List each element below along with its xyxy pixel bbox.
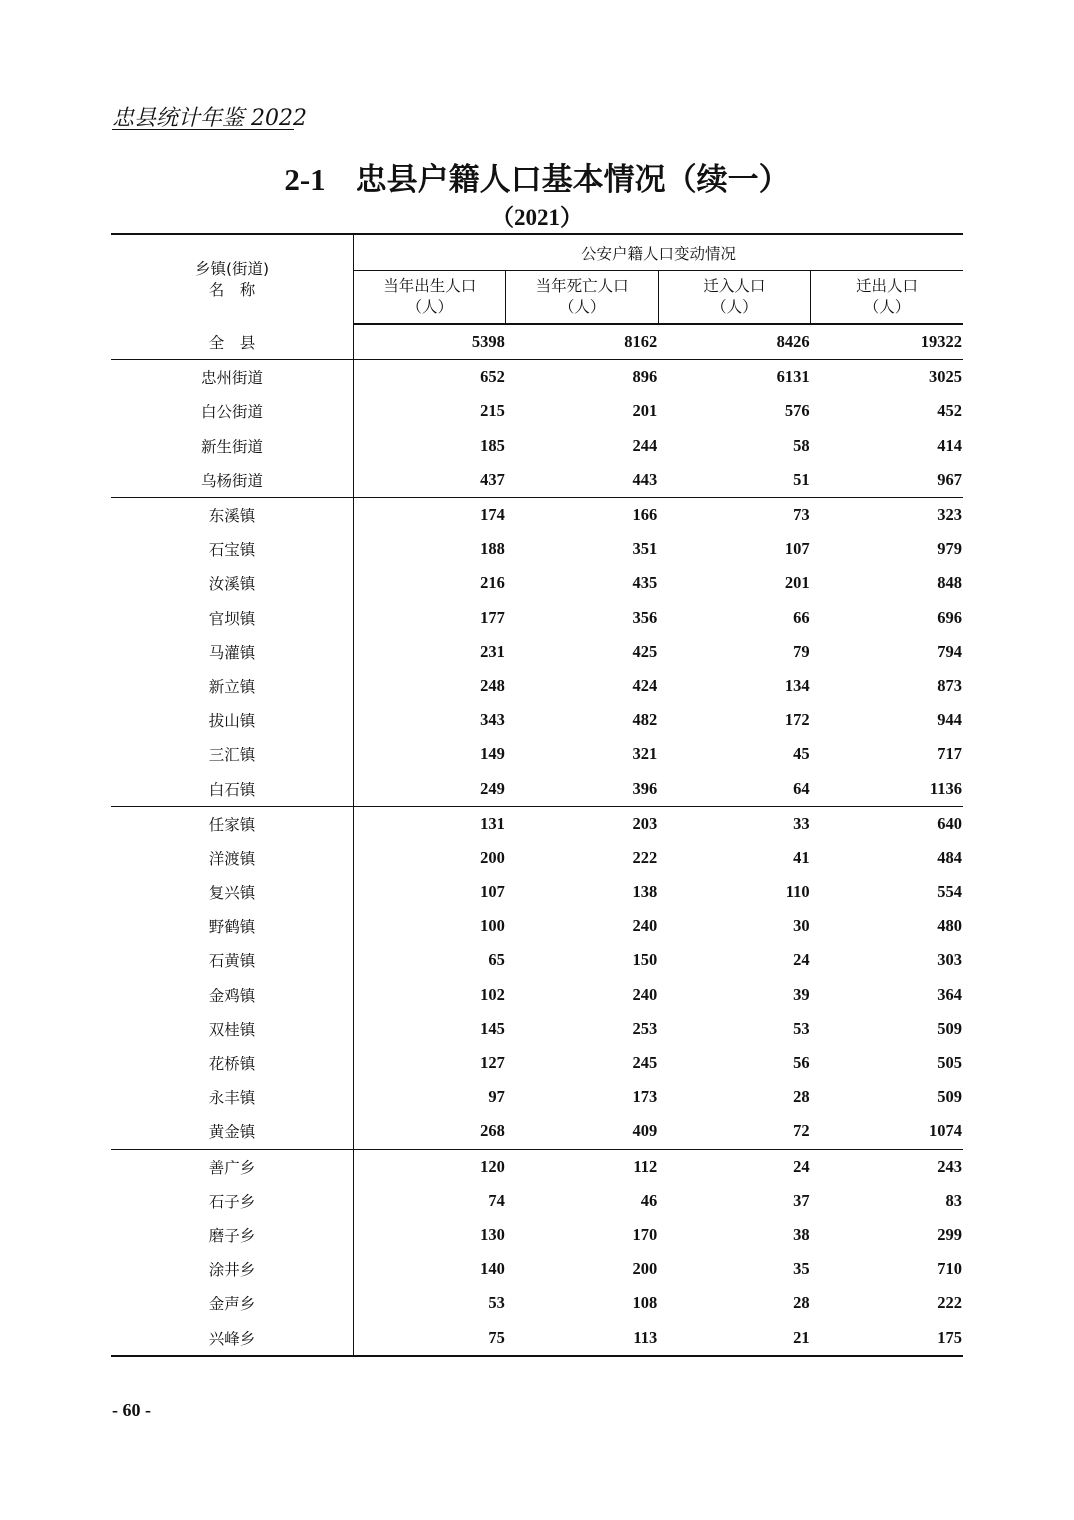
table-row: [111, 978, 963, 1012]
value-cell: 201: [784, 573, 810, 593]
value-cell: 53: [793, 1018, 810, 1038]
value-cell: 509: [937, 1018, 962, 1038]
row-name-cell: 东溪镇: [111, 497, 354, 532]
group-column-header: 公安户籍人口变动情况: [354, 234, 963, 271]
value-cell: 240: [632, 916, 658, 936]
column-header-label: 迁出人口: [856, 277, 919, 295]
value-cell: 149: [480, 744, 505, 764]
value-cell: 452: [937, 401, 962, 421]
row-name-cell: 黄金镇: [111, 1114, 354, 1149]
table-row: [111, 1252, 963, 1286]
table-row: [111, 1218, 963, 1252]
value-cell: 64: [793, 778, 810, 798]
value-cell: 72: [793, 1121, 810, 1141]
value-cell: 107: [784, 539, 810, 559]
value-cell: 35: [793, 1259, 810, 1279]
value-cell: 138: [632, 882, 658, 902]
row-name-cell: 金声乡: [111, 1286, 354, 1320]
value-cell: 177: [480, 607, 505, 627]
table-row: [111, 463, 963, 498]
row-name-cell: 官坝镇: [111, 601, 354, 635]
value-cell: 53: [488, 1293, 505, 1313]
column-header-births: [354, 271, 506, 325]
value-cell: 717: [937, 744, 962, 764]
value-cell: 1136: [929, 778, 962, 798]
value-cell: 127: [480, 1053, 505, 1073]
value-cell: 185: [480, 435, 505, 455]
row-name-cell: 忠州街道: [111, 360, 354, 395]
table-row: [111, 429, 963, 463]
value-cell: 640: [811, 806, 963, 841]
value-cell: 979: [937, 539, 962, 559]
table-row: [111, 1320, 963, 1355]
value-cell: 8426: [658, 324, 810, 360]
table-row: [111, 703, 963, 737]
column-header-unit: （人）: [711, 298, 758, 316]
value-cell: 174: [354, 497, 506, 532]
value-cell: 24: [793, 950, 810, 970]
value-cell: 873: [937, 675, 962, 695]
value-cell: 200: [632, 1259, 658, 1279]
value-cell: 112: [506, 1149, 658, 1184]
value-cell: 140: [480, 1259, 505, 1279]
table-row: [111, 737, 963, 771]
value-cell: 425: [632, 641, 658, 661]
value-cell: 110: [785, 882, 810, 902]
row-name-cell: 永丰镇: [111, 1080, 354, 1114]
value-cell: 364: [937, 984, 962, 1004]
value-cell: 102: [480, 984, 505, 1004]
table-row: [111, 943, 963, 977]
value-cell: 710: [937, 1259, 962, 1279]
name-header-line2: 名 称: [208, 280, 256, 299]
value-cell: 240: [632, 984, 658, 1004]
value-cell: 175: [811, 1320, 963, 1355]
value-cell: 351: [632, 539, 658, 559]
value-cell: 896: [506, 360, 658, 395]
table-row: [111, 1184, 963, 1218]
table-row: [111, 1080, 963, 1114]
value-cell: 967: [937, 469, 962, 489]
column-header-unit: （人）: [558, 298, 606, 316]
value-cell: 253: [632, 1018, 658, 1038]
value-cell: 409: [632, 1121, 658, 1141]
table-row: [111, 635, 963, 669]
row-name-cell: 复兴镇: [111, 875, 354, 909]
value-cell: 113: [506, 1320, 658, 1355]
value-cell: 172: [784, 710, 810, 730]
row-name-cell: 花桥镇: [111, 1046, 354, 1080]
value-cell: 33: [658, 806, 810, 841]
row-name-cell: 石黄镇: [111, 943, 354, 977]
value-cell: 134: [784, 675, 810, 695]
value-cell: 231: [480, 641, 505, 661]
value-cell: 244: [632, 435, 658, 455]
column-header-label: 当年死亡人口: [535, 277, 629, 295]
column-header-unit: （人）: [863, 298, 911, 316]
value-cell: 848: [937, 573, 962, 593]
value-cell: 100: [480, 916, 505, 936]
table-row: [111, 1012, 963, 1046]
value-cell: 356: [632, 607, 658, 627]
table-row: [111, 532, 963, 566]
value-cell: 243: [811, 1149, 963, 1184]
value-cell: 41: [793, 847, 810, 867]
value-cell: 576: [784, 401, 810, 421]
table-title-text: 忠县户籍人口基本情况（续一）: [355, 162, 790, 198]
value-cell: 6131: [658, 360, 810, 395]
value-cell: 166: [506, 497, 658, 532]
row-name-cell: 磨子乡: [111, 1218, 354, 1252]
value-cell: 45: [793, 744, 810, 764]
value-cell: 58: [793, 435, 810, 455]
value-cell: 249: [480, 778, 505, 798]
row-name-cell: 全 县: [111, 324, 354, 360]
value-cell: 24: [658, 1149, 810, 1184]
value-cell: 480: [937, 916, 962, 936]
value-cell: 414: [937, 435, 962, 455]
column-header-unit: （人）: [406, 298, 453, 316]
value-cell: 652: [354, 360, 506, 395]
value-cell: 484: [937, 847, 962, 867]
value-cell: 37: [793, 1190, 810, 1210]
value-cell: 203: [506, 806, 658, 841]
value-cell: 3025: [811, 360, 963, 395]
table-row: [111, 771, 963, 806]
row-name-cell: 白公街道: [111, 394, 354, 428]
value-cell: 73: [658, 497, 810, 532]
table-row: [111, 360, 963, 395]
value-cell: 51: [793, 469, 810, 489]
value-cell: 201: [632, 401, 658, 421]
value-cell: 435: [632, 573, 658, 593]
value-cell: 38: [793, 1224, 810, 1244]
value-cell: 188: [480, 539, 505, 559]
value-cell: 131: [354, 806, 506, 841]
population-table: [111, 233, 963, 1357]
row-name-cell: 汝溪镇: [111, 566, 354, 600]
value-cell: 222: [937, 1293, 962, 1313]
value-cell: 120: [354, 1149, 506, 1184]
header-underline: [112, 129, 294, 130]
table-row: [111, 875, 963, 909]
value-cell: 19322: [811, 324, 963, 360]
value-cell: 5398: [354, 324, 506, 360]
value-cell: 437: [480, 469, 505, 489]
row-name-cell: 石子乡: [111, 1184, 354, 1218]
column-header-move-out: [811, 271, 963, 325]
value-cell: 107: [480, 882, 505, 902]
table-row: [111, 669, 963, 703]
value-cell: 65: [488, 950, 505, 970]
table-row: [111, 1046, 963, 1080]
value-cell: 222: [632, 847, 658, 867]
row-name-cell: 新生街道: [111, 429, 354, 463]
value-cell: 8162: [506, 324, 658, 360]
value-cell: 200: [480, 847, 505, 867]
value-cell: 39: [793, 984, 810, 1004]
value-cell: 150: [632, 950, 658, 970]
table-row: [111, 909, 963, 943]
value-cell: 509: [937, 1087, 962, 1107]
value-cell: 108: [632, 1293, 658, 1313]
table-row: [111, 1114, 963, 1149]
row-name-cell: 兴峰乡: [111, 1320, 354, 1355]
value-cell: 794: [937, 641, 962, 661]
name-column-header: [111, 234, 354, 324]
value-cell: 75: [354, 1320, 506, 1355]
row-name-cell: 石宝镇: [111, 532, 354, 566]
value-cell: 323: [811, 497, 963, 532]
row-name-cell: 洋渡镇: [111, 841, 354, 875]
column-header-deaths: [506, 271, 658, 325]
row-name-cell: 新立镇: [111, 669, 354, 703]
table-body: [111, 324, 963, 1356]
row-name-cell: 任家镇: [111, 806, 354, 841]
value-cell: 248: [480, 675, 505, 695]
row-name-cell: 涂井乡: [111, 1252, 354, 1286]
value-cell: 216: [480, 573, 505, 593]
table-row: [111, 497, 963, 532]
value-cell: 424: [632, 675, 658, 695]
value-cell: 245: [632, 1053, 658, 1073]
value-cell: 696: [937, 607, 962, 627]
value-cell: 56: [793, 1053, 810, 1073]
value-cell: 1074: [929, 1121, 962, 1141]
table-title: [0, 154, 1074, 199]
table-number: 2-1: [284, 162, 326, 197]
table-row: [111, 566, 963, 600]
row-name-cell: 马灌镇: [111, 635, 354, 669]
table-row: [111, 1286, 963, 1320]
value-cell: 170: [632, 1224, 658, 1244]
value-cell: 396: [632, 778, 658, 798]
row-name-cell: 白石镇: [111, 771, 354, 806]
column-header-label: 当年出生人口: [383, 277, 477, 295]
row-name-cell: 金鸡镇: [111, 978, 354, 1012]
table-row: [111, 394, 963, 428]
table-row: [111, 841, 963, 875]
value-cell: 944: [937, 710, 962, 730]
value-cell: 443: [632, 469, 658, 489]
value-cell: 74: [488, 1190, 505, 1210]
value-cell: 79: [793, 641, 810, 661]
value-cell: 28: [793, 1087, 810, 1107]
table-year: （2021）: [491, 205, 583, 230]
value-cell: 28: [793, 1293, 810, 1313]
value-cell: 66: [793, 607, 810, 627]
value-cell: 299: [937, 1224, 962, 1244]
running-header: 忠县统计年鉴 2022: [112, 106, 307, 131]
value-cell: 268: [480, 1121, 505, 1141]
value-cell: 173: [632, 1087, 658, 1107]
row-name-cell: 双桂镇: [111, 1012, 354, 1046]
row-name-cell: 野鹤镇: [111, 909, 354, 943]
row-name-cell: 乌杨街道: [111, 463, 354, 498]
row-name-cell: 拔山镇: [111, 703, 354, 737]
value-cell: 46: [640, 1190, 658, 1210]
value-cell: 554: [937, 882, 962, 902]
value-cell: 145: [480, 1018, 505, 1038]
column-header-move-in: [658, 271, 810, 325]
value-cell: 97: [488, 1087, 505, 1107]
total-row: [111, 324, 963, 360]
row-name-cell: 三汇镇: [111, 737, 354, 771]
column-header-label: 迁入人口: [703, 277, 766, 295]
value-cell: 83: [945, 1190, 962, 1210]
value-cell: 130: [480, 1224, 505, 1244]
value-cell: 21: [658, 1320, 810, 1355]
value-cell: 30: [793, 916, 810, 936]
name-header-line1: 乡镇(街道): [194, 259, 270, 278]
value-cell: 482: [632, 710, 658, 730]
value-cell: 321: [632, 744, 658, 764]
table-row: [111, 806, 963, 841]
table-row: [111, 1149, 963, 1184]
value-cell: 303: [937, 950, 962, 970]
page-number: - 60 -: [112, 1400, 151, 1420]
table-row: [111, 601, 963, 635]
row-name-cell: 善广乡: [111, 1149, 354, 1184]
value-cell: 343: [480, 710, 505, 730]
value-cell: 215: [480, 401, 505, 421]
value-cell: 505: [937, 1053, 962, 1073]
